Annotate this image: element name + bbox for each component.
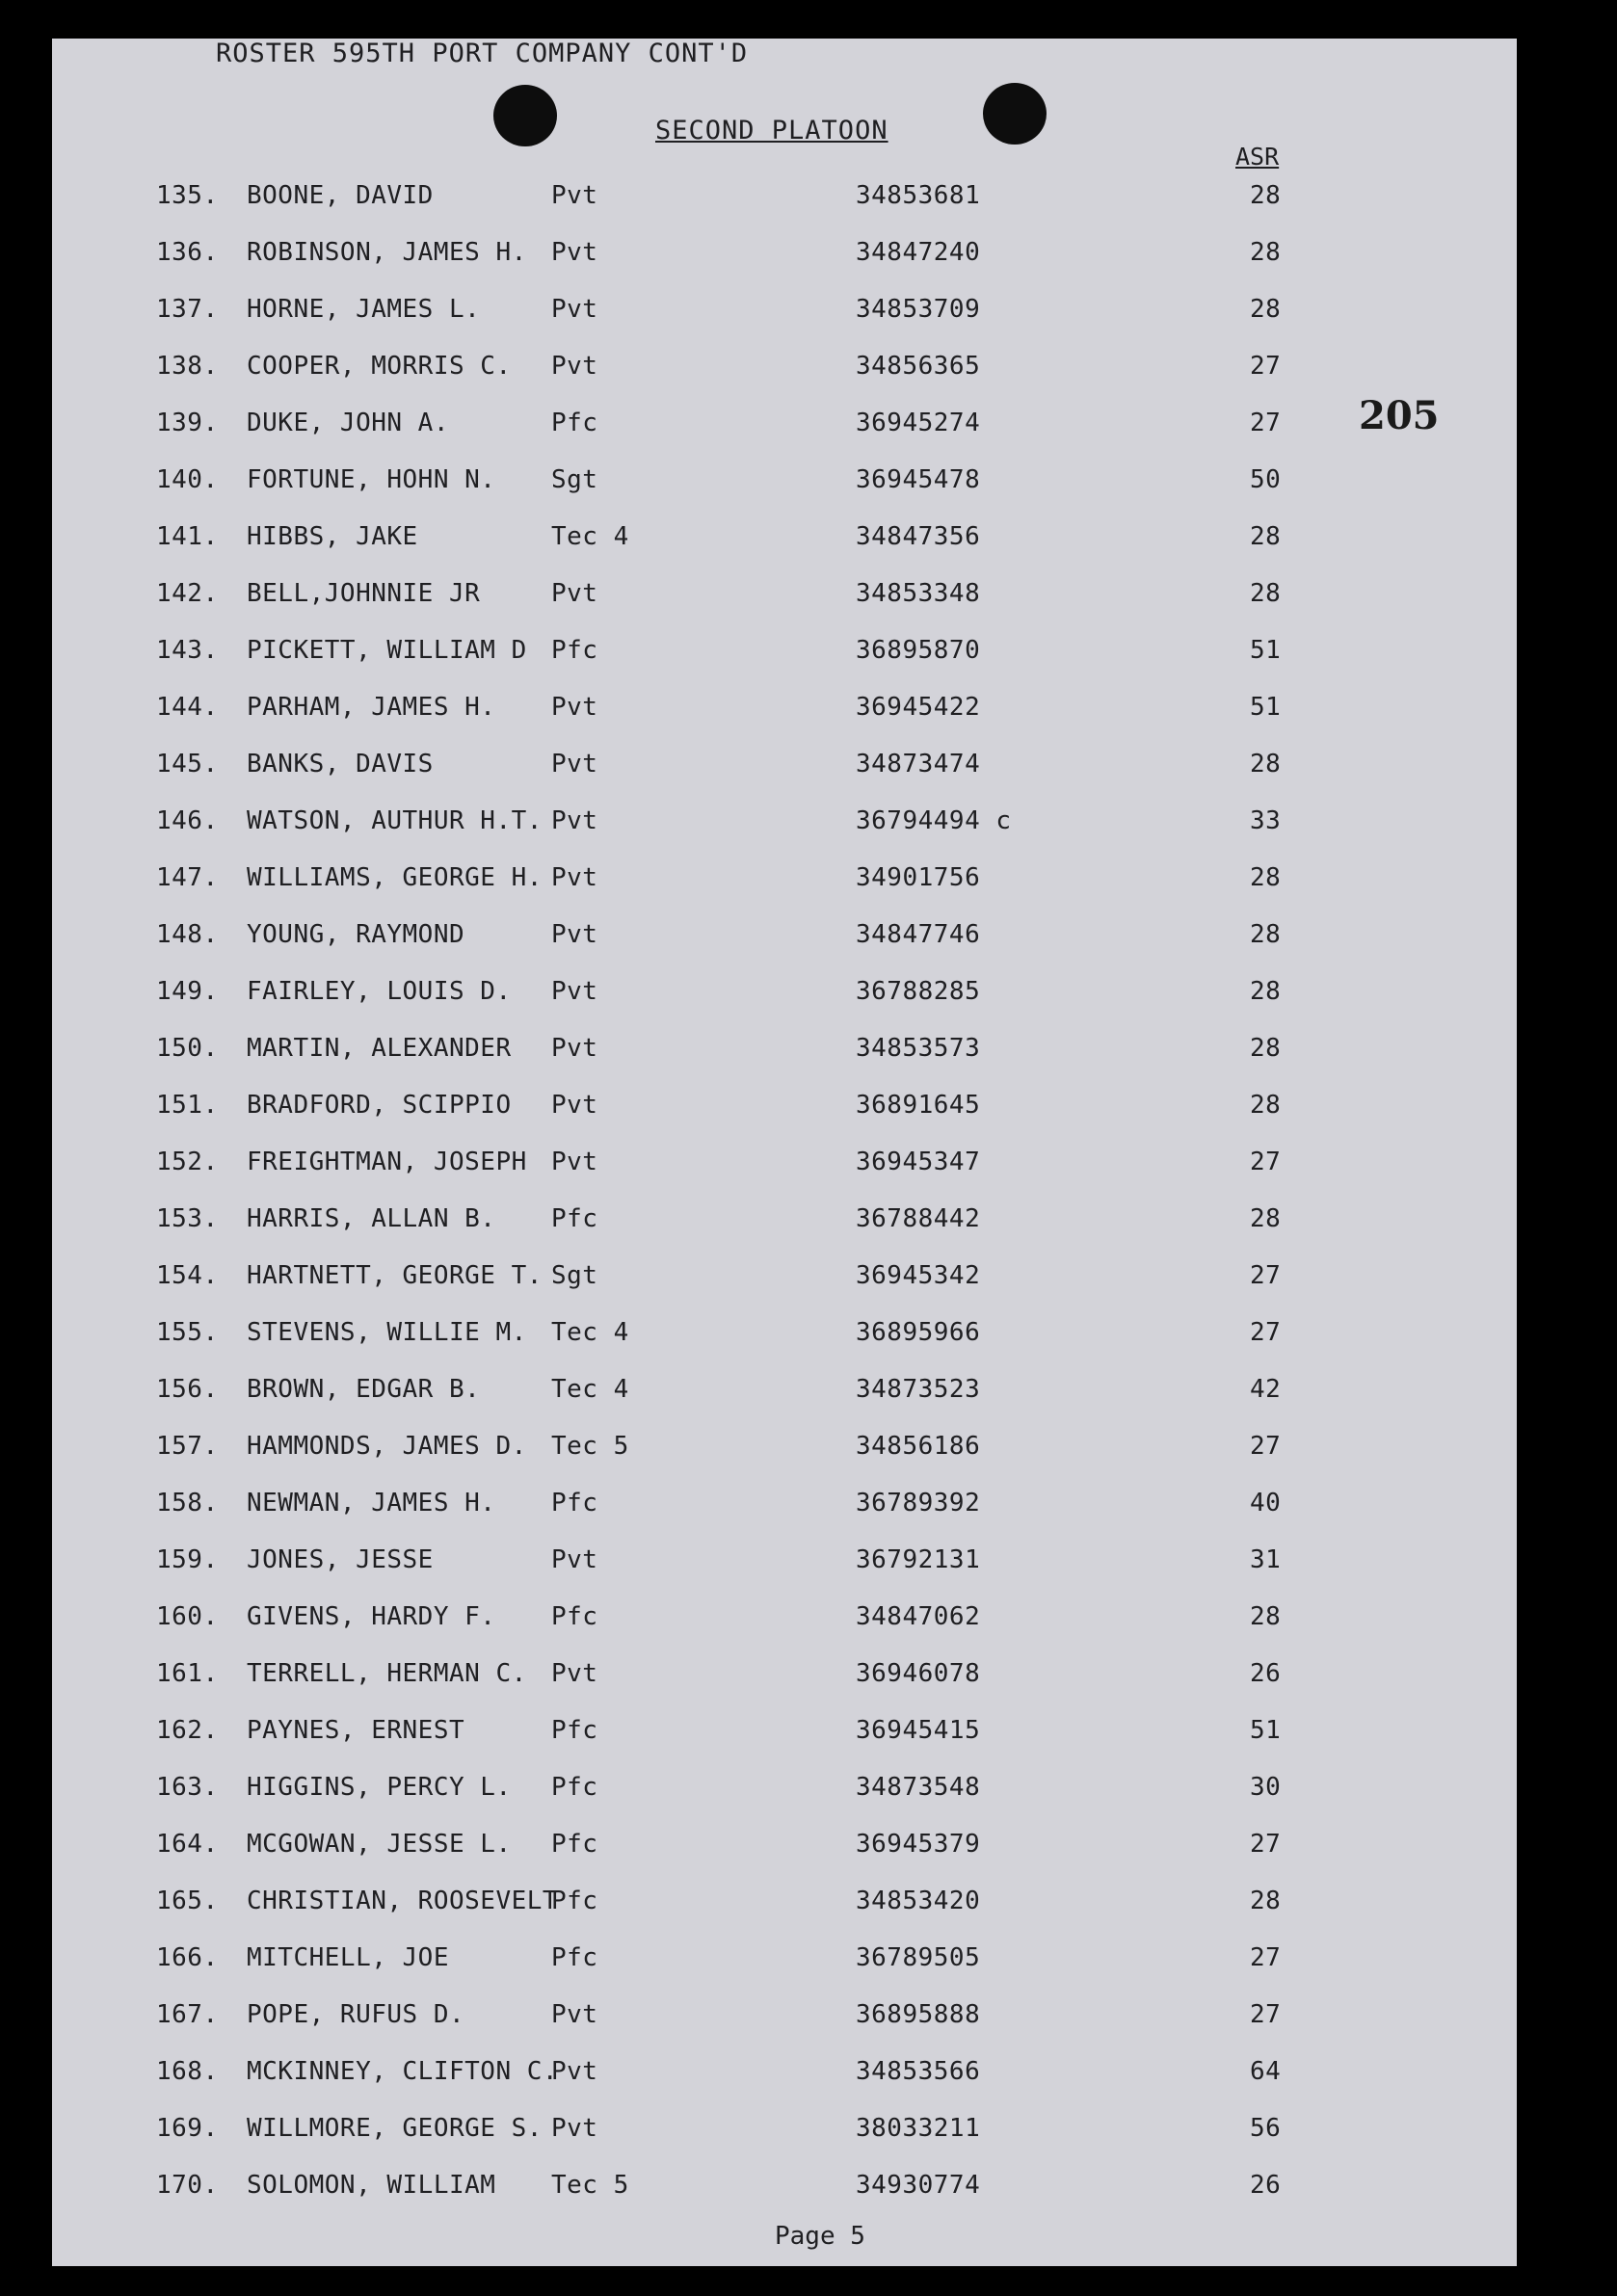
rank: Pfc xyxy=(551,1602,598,1631)
serial-number: 36794494 c xyxy=(856,806,1012,835)
serial-number: 36895870 xyxy=(856,636,981,665)
serial-number: 34853420 xyxy=(856,1887,981,1915)
roster-row xyxy=(52,1254,1517,1310)
roster-row xyxy=(52,685,1517,742)
soldier-name: MCGOWAN, JESSE L. xyxy=(247,1830,512,1859)
serial-number: 34901756 xyxy=(856,863,981,892)
soldier-name: BROWN, EDGAR B. xyxy=(247,1375,481,1404)
asr-score: 28 xyxy=(1250,579,1282,608)
asr-score: 27 xyxy=(1250,1432,1282,1461)
rank: Pvt xyxy=(551,352,598,381)
row-number: 144. xyxy=(156,693,219,722)
rank: Pvt xyxy=(551,579,598,608)
serial-number: 34873523 xyxy=(856,1375,981,1404)
roster-row xyxy=(52,173,1517,230)
soldier-name: FORTUNE, HOHN N. xyxy=(247,465,496,494)
asr-score: 28 xyxy=(1250,920,1282,949)
rank: Pvt xyxy=(551,2114,598,2143)
serial-number: 34853573 xyxy=(856,1034,981,1063)
rank: Pvt xyxy=(551,1659,598,1688)
soldier-name: PICKETT, WILLIAM D xyxy=(247,636,527,665)
asr-score: 50 xyxy=(1250,465,1282,494)
row-number: 137. xyxy=(156,295,219,324)
asr-score: 28 xyxy=(1250,238,1282,267)
row-number: 145. xyxy=(156,750,219,779)
punch-hole-right xyxy=(983,83,1047,145)
rank: Pfc xyxy=(551,1830,598,1859)
rank: Pvt xyxy=(551,1091,598,1120)
roster-row xyxy=(52,1140,1517,1197)
soldier-name: YOUNG, RAYMOND xyxy=(247,920,465,949)
row-number: 139. xyxy=(156,409,219,437)
roster-row xyxy=(52,1765,1517,1822)
rank: Pfc xyxy=(551,636,598,665)
asr-score: 64 xyxy=(1250,2057,1282,2086)
roster-row xyxy=(52,628,1517,685)
rank: Sgt xyxy=(551,1261,598,1290)
asr-score: 28 xyxy=(1250,863,1282,892)
roster-row xyxy=(52,1310,1517,1367)
rank: Pvt xyxy=(551,1148,598,1176)
page-title: ROSTER 595TH PORT COMPANY CONT'D xyxy=(216,39,749,68)
serial-number: 36788442 xyxy=(856,1204,981,1233)
serial-number: 38033211 xyxy=(856,2114,981,2143)
asr-score: 27 xyxy=(1250,1148,1282,1176)
roster-row xyxy=(52,1367,1517,1424)
roster-row xyxy=(52,287,1517,344)
soldier-name: STEVENS, WILLIE M. xyxy=(247,1318,527,1347)
rank: Pvt xyxy=(551,181,598,210)
roster-row xyxy=(52,1538,1517,1595)
serial-number: 36789392 xyxy=(856,1489,981,1517)
roster-row xyxy=(52,458,1517,515)
rank: Tec 5 xyxy=(551,2171,629,2200)
rank: Tec 4 xyxy=(551,522,629,551)
row-number: 155. xyxy=(156,1318,219,1347)
row-number: 170. xyxy=(156,2171,219,2200)
row-number: 146. xyxy=(156,806,219,835)
soldier-name: FAIRLEY, LOUIS D. xyxy=(247,977,512,1006)
rank: Pvt xyxy=(551,920,598,949)
roster-row xyxy=(52,1936,1517,1993)
row-number: 153. xyxy=(156,1204,219,1233)
serial-number: 36945379 xyxy=(856,1830,981,1859)
row-number: 161. xyxy=(156,1659,219,1688)
asr-score: 26 xyxy=(1250,2171,1282,2200)
roster-row xyxy=(52,2049,1517,2106)
soldier-name: BRADFORD, SCIPPIO xyxy=(247,1091,512,1120)
row-number: 149. xyxy=(156,977,219,1006)
soldier-name: HARTNETT, GEORGE T. xyxy=(247,1261,543,1290)
asr-score: 27 xyxy=(1250,1318,1282,1347)
roster-row xyxy=(52,344,1517,401)
row-number: 169. xyxy=(156,2114,219,2143)
serial-number: 34853709 xyxy=(856,295,981,324)
serial-number: 36891645 xyxy=(856,1091,981,1120)
asr-score: 28 xyxy=(1250,295,1282,324)
serial-number: 34873474 xyxy=(856,750,981,779)
serial-number: 34847746 xyxy=(856,920,981,949)
roster-row xyxy=(52,969,1517,1026)
rank: Pvt xyxy=(551,863,598,892)
serial-number: 34853681 xyxy=(856,181,981,210)
soldier-name: WILLMORE, GEORGE S. xyxy=(247,2114,543,2143)
roster-row xyxy=(52,1197,1517,1254)
rank: Pvt xyxy=(551,295,598,324)
asr-score: 42 xyxy=(1250,1375,1282,1404)
row-number: 147. xyxy=(156,863,219,892)
row-number: 141. xyxy=(156,522,219,551)
asr-score: 27 xyxy=(1250,409,1282,437)
roster-row xyxy=(52,2106,1517,2163)
row-number: 157. xyxy=(156,1432,219,1461)
soldier-name: POPE, RUFUS D. xyxy=(247,2000,465,2029)
asr-score: 30 xyxy=(1250,1773,1282,1802)
asr-score: 31 xyxy=(1250,1545,1282,1574)
serial-number: 34853348 xyxy=(856,579,981,608)
row-number: 152. xyxy=(156,1148,219,1176)
serial-number: 36946078 xyxy=(856,1659,981,1688)
serial-number: 36792131 xyxy=(856,1545,981,1574)
asr-score: 56 xyxy=(1250,2114,1282,2143)
rank: Sgt xyxy=(551,465,598,494)
serial-number: 34847240 xyxy=(856,238,981,267)
rank: Pfc xyxy=(551,1887,598,1915)
rank: Pvt xyxy=(551,2000,598,2029)
roster-row xyxy=(52,1708,1517,1765)
roster-row xyxy=(52,1481,1517,1538)
row-number: 158. xyxy=(156,1489,219,1517)
soldier-name: WATSON, AUTHUR H.T. xyxy=(247,806,543,835)
asr-score: 26 xyxy=(1250,1659,1282,1688)
rank: Pvt xyxy=(551,750,598,779)
asr-score: 28 xyxy=(1250,750,1282,779)
row-number: 138. xyxy=(156,352,219,381)
row-number: 160. xyxy=(156,1602,219,1631)
serial-number: 36945274 xyxy=(856,409,981,437)
asr-score: 51 xyxy=(1250,693,1282,722)
asr-score: 27 xyxy=(1250,1943,1282,1972)
serial-number: 34847356 xyxy=(856,522,981,551)
row-number: 140. xyxy=(156,465,219,494)
roster-row xyxy=(52,1879,1517,1936)
row-number: 135. xyxy=(156,181,219,210)
serial-number: 36895888 xyxy=(856,2000,981,2029)
serial-number: 34856186 xyxy=(856,1432,981,1461)
asr-score: 27 xyxy=(1250,1261,1282,1290)
page-stamp-number: 205 xyxy=(1359,393,1440,438)
asr-score: 28 xyxy=(1250,181,1282,210)
soldier-name: NEWMAN, JAMES H. xyxy=(247,1489,496,1517)
roster-row xyxy=(52,1993,1517,2049)
rank: Pfc xyxy=(551,409,598,437)
roster-row xyxy=(52,1595,1517,1651)
soldier-name: BELL,JOHNNIE JR xyxy=(247,579,481,608)
soldier-name: WILLIAMS, GEORGE H. xyxy=(247,863,543,892)
roster-page xyxy=(52,39,1517,2266)
rank: Pvt xyxy=(551,238,598,267)
soldier-name: BANKS, DAVIS xyxy=(247,750,434,779)
roster-row xyxy=(52,799,1517,856)
rank: Pvt xyxy=(551,1034,598,1063)
soldier-name: HIGGINS, PERCY L. xyxy=(247,1773,512,1802)
row-number: 151. xyxy=(156,1091,219,1120)
soldier-name: PAYNES, ERNEST xyxy=(247,1716,465,1745)
soldier-name: HORNE, JAMES L. xyxy=(247,295,481,324)
soldier-name: JONES, JESSE xyxy=(247,1545,434,1574)
roster-row xyxy=(52,1424,1517,1481)
row-number: 167. xyxy=(156,2000,219,2029)
roster-row xyxy=(52,856,1517,912)
serial-number: 36789505 xyxy=(856,1943,981,1972)
soldier-name: ROBINSON, JAMES H. xyxy=(247,238,527,267)
asr-score: 28 xyxy=(1250,1602,1282,1631)
row-number: 165. xyxy=(156,1887,219,1915)
asr-score: 51 xyxy=(1250,1716,1282,1745)
rank: Pfc xyxy=(551,1204,598,1233)
soldier-name: PARHAM, JAMES H. xyxy=(247,693,496,722)
asr-score: 27 xyxy=(1250,352,1282,381)
soldier-name: BOONE, DAVID xyxy=(247,181,434,210)
roster-row xyxy=(52,230,1517,287)
rank: Tec 5 xyxy=(551,1432,629,1461)
roster-row xyxy=(52,1026,1517,1083)
serial-number: 36945478 xyxy=(856,465,981,494)
asr-score: 28 xyxy=(1250,977,1282,1006)
rank: Pfc xyxy=(551,1943,598,1972)
row-number: 162. xyxy=(156,1716,219,1745)
row-number: 168. xyxy=(156,2057,219,2086)
asr-score: 28 xyxy=(1250,1034,1282,1063)
soldier-name: GIVENS, HARDY F. xyxy=(247,1602,496,1631)
rank: Pvt xyxy=(551,977,598,1006)
rank: Tec 4 xyxy=(551,1375,629,1404)
row-number: 159. xyxy=(156,1545,219,1574)
soldier-name: MARTIN, ALEXANDER xyxy=(247,1034,512,1063)
row-number: 143. xyxy=(156,636,219,665)
serial-number: 34853566 xyxy=(856,2057,981,2086)
row-number: 156. xyxy=(156,1375,219,1404)
soldier-name: DUKE, JOHN A. xyxy=(247,409,449,437)
asr-score: 28 xyxy=(1250,522,1282,551)
roster-row xyxy=(52,515,1517,571)
roster-row xyxy=(52,401,1517,458)
roster-row xyxy=(52,1083,1517,1140)
rank: Pvt xyxy=(551,2057,598,2086)
section-title: SECOND PLATOON xyxy=(655,116,888,145)
serial-number: 36895966 xyxy=(856,1318,981,1347)
soldier-name: MCKINNEY, CLIFTON C. xyxy=(247,2057,559,2086)
asr-score: 51 xyxy=(1250,636,1282,665)
soldier-name: MITCHELL, JOE xyxy=(247,1943,449,1972)
punch-hole-left xyxy=(493,85,557,146)
serial-number: 34873548 xyxy=(856,1773,981,1802)
asr-score: 28 xyxy=(1250,1204,1282,1233)
asr-score: 33 xyxy=(1250,806,1282,835)
soldier-name: COOPER, MORRIS C. xyxy=(247,352,512,381)
soldier-name: HAMMONDS, JAMES D. xyxy=(247,1432,527,1461)
rank: Pfc xyxy=(551,1489,598,1517)
roster-row xyxy=(52,2163,1517,2220)
roster-row xyxy=(52,1822,1517,1879)
asr-score: 27 xyxy=(1250,1830,1282,1859)
serial-number: 36945422 xyxy=(856,693,981,722)
soldier-name: CHRISTIAN, ROOSEVELT xyxy=(247,1887,559,1915)
asr-score: 28 xyxy=(1250,1091,1282,1120)
roster-list xyxy=(52,173,1517,2220)
rank: Pvt xyxy=(551,1545,598,1574)
asr-score: 28 xyxy=(1250,1887,1282,1915)
soldier-name: HARRIS, ALLAN B. xyxy=(247,1204,496,1233)
rank: Pvt xyxy=(551,693,598,722)
roster-row xyxy=(52,571,1517,628)
row-number: 163. xyxy=(156,1773,219,1802)
row-number: 164. xyxy=(156,1830,219,1859)
rank: Pvt xyxy=(551,806,598,835)
soldier-name: SOLOMON, WILLIAM xyxy=(247,2171,496,2200)
soldier-name: HIBBS, JAKE xyxy=(247,522,418,551)
serial-number: 34847062 xyxy=(856,1602,981,1631)
roster-row xyxy=(52,1651,1517,1708)
soldier-name: FREIGHTMAN, JOSEPH xyxy=(247,1148,527,1176)
serial-number: 36945342 xyxy=(856,1261,981,1290)
rank: Tec 4 xyxy=(551,1318,629,1347)
row-number: 150. xyxy=(156,1034,219,1063)
row-number: 136. xyxy=(156,238,219,267)
rank: Pfc xyxy=(551,1773,598,1802)
row-number: 142. xyxy=(156,579,219,608)
asr-column-header: ASR xyxy=(1235,143,1280,171)
serial-number: 36945415 xyxy=(856,1716,981,1745)
row-number: 148. xyxy=(156,920,219,949)
roster-row xyxy=(52,912,1517,969)
row-number: 166. xyxy=(156,1943,219,1972)
asr-score: 40 xyxy=(1250,1489,1282,1517)
row-number: 154. xyxy=(156,1261,219,1290)
page-number: Page 5 xyxy=(775,2222,865,2251)
roster-row xyxy=(52,742,1517,799)
serial-number: 36788285 xyxy=(856,977,981,1006)
serial-number: 36945347 xyxy=(856,1148,981,1176)
rank: Pfc xyxy=(551,1716,598,1745)
serial-number: 34856365 xyxy=(856,352,981,381)
asr-score: 27 xyxy=(1250,2000,1282,2029)
soldier-name: TERRELL, HERMAN C. xyxy=(247,1659,527,1688)
serial-number: 34930774 xyxy=(856,2171,981,2200)
